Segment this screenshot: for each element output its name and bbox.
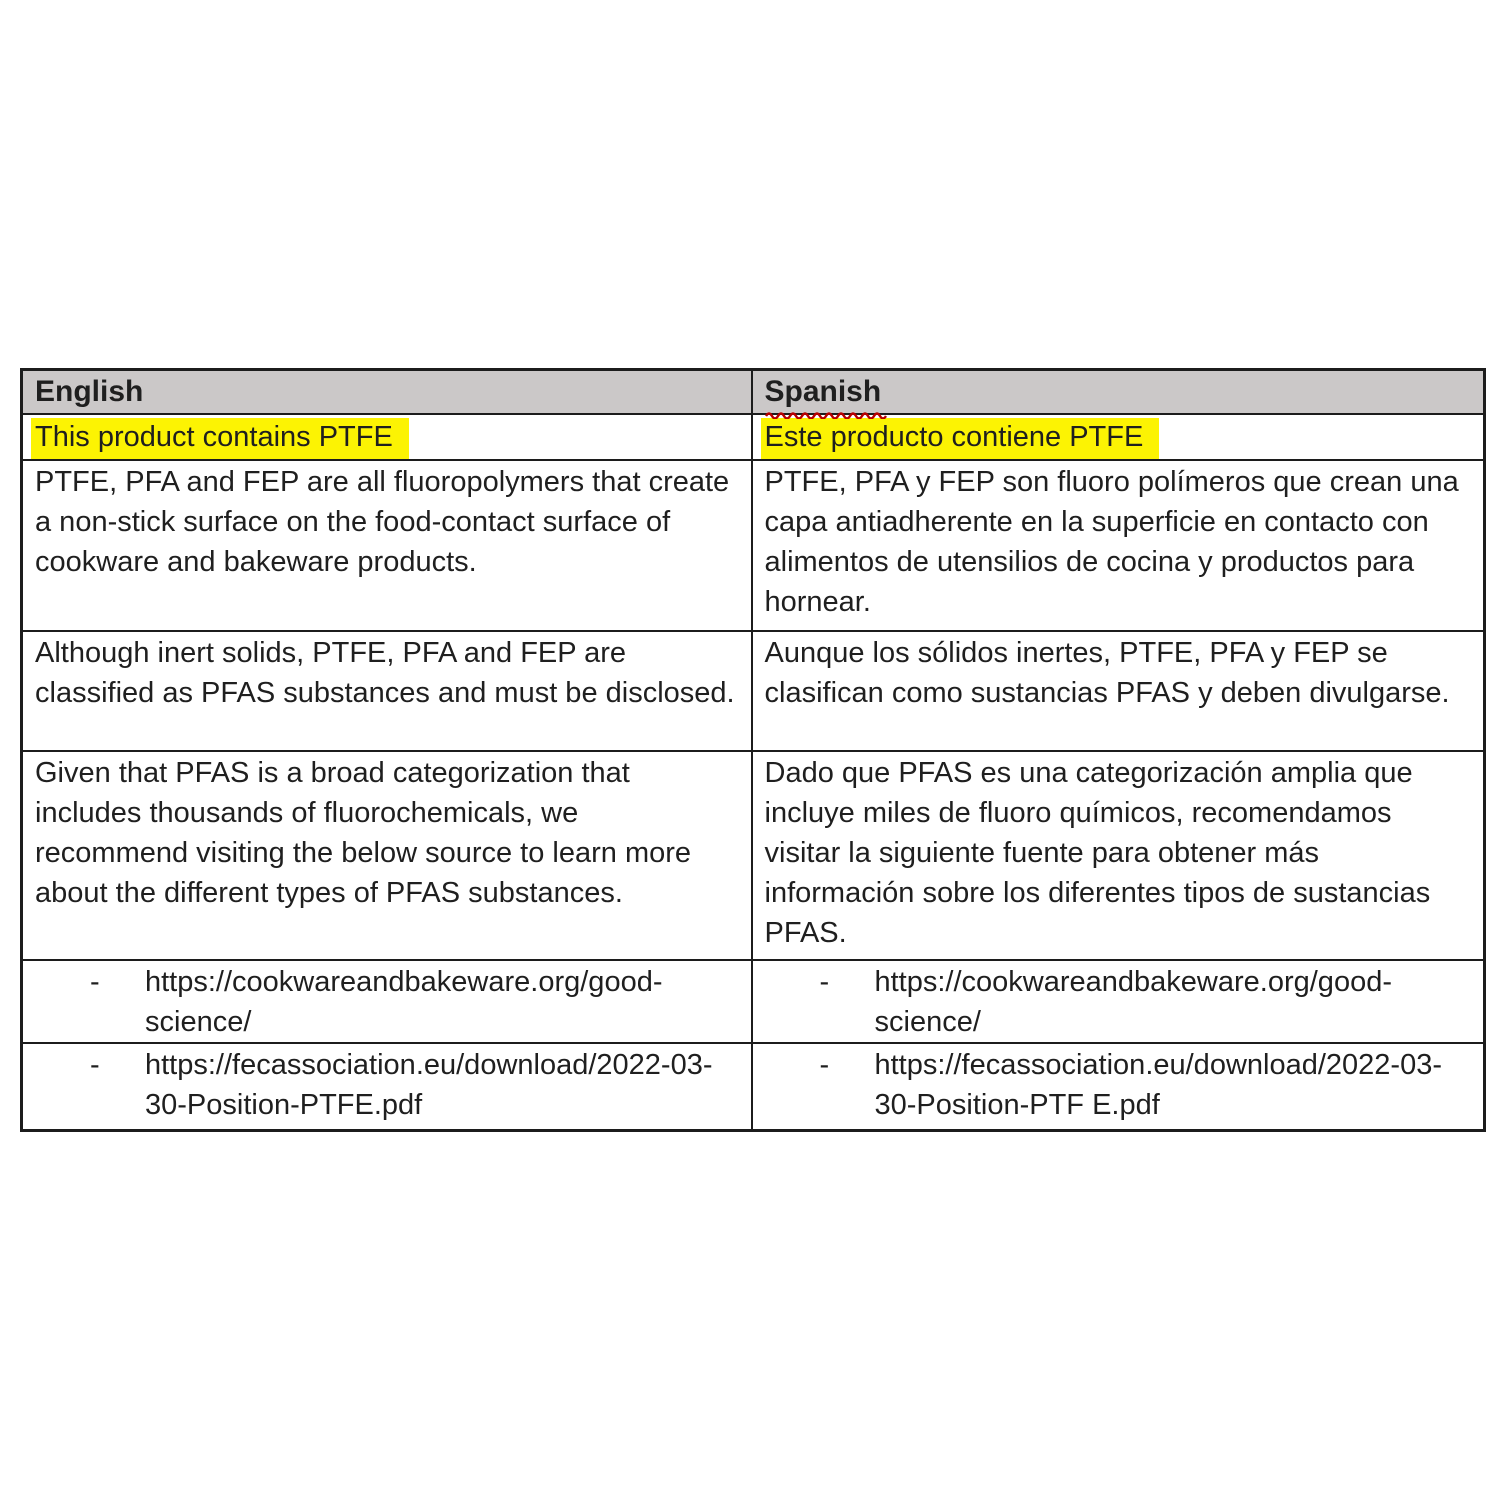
table-row	[22, 751, 1485, 960]
col-header-english	[22, 370, 752, 414]
highlighted-text: This product contains PTFE	[31, 418, 409, 459]
bullet-dash: -	[819, 1048, 830, 1081]
translation-table	[20, 368, 1486, 1132]
cell-en-row4: Given that PFAS is a broad categorization that includes thousands of fluorochemicals, we recommend visiting the below source to learn more about the different types of PFAS substances.	[22, 751, 752, 960]
cell-es-row1	[752, 414, 1485, 460]
col-header-spanish	[752, 370, 1485, 414]
bullet-item	[35, 1045, 737, 1125]
table-row	[22, 631, 1485, 751]
col-header-english-label: English	[35, 375, 144, 408]
table-row	[22, 1043, 1485, 1131]
url-text: https://cookwareandbakeware.org/good-science/	[874, 965, 1392, 1038]
cell-es-row5	[752, 960, 1485, 1043]
cell-en-row3: Although inert solids, PTFE, PFA and FEP are classified as PFAS substances and must be disclosed.	[22, 631, 752, 751]
url-text: https://fecassociation.eu/download/2022-03-30-Position-PTF E.pdf	[874, 1048, 1442, 1121]
cell-es-row3: Aunque los sólidos inertes, PTFE, PFA y FEP se clasifican como sustancias PFAS y deben divulgarse.	[752, 631, 1485, 751]
bullet-item	[765, 1045, 1470, 1125]
url-text: https://fecassociation.eu/download/2022-03-30-Position-PTFE.pdf	[145, 1048, 713, 1121]
bullet-dash: -	[819, 965, 830, 998]
cell-en-row6	[22, 1043, 752, 1131]
table-row	[22, 414, 1485, 460]
bullet-dash: -	[90, 965, 100, 998]
bullet-dash: -	[90, 1048, 100, 1081]
bullet-item	[35, 962, 737, 1042]
cell-en-row1	[22, 414, 752, 460]
cell-en-row5	[22, 960, 752, 1043]
col-header-spanish-label: Spanish	[764, 375, 882, 408]
cell-es-row6	[752, 1043, 1485, 1131]
table-row	[22, 460, 1485, 631]
table-row	[22, 960, 1485, 1043]
header-row	[22, 370, 1485, 414]
bullet-item	[765, 962, 1470, 1042]
cell-es-row2: PTFE, PFA y FEP son fluoro polímeros que crean una capa antiadherente en la superficie en contacto con alimentos de utensilios de cocina y productos para hornear.	[752, 460, 1485, 631]
url-text: https://cookwareandbakeware.org/good-science/	[145, 965, 663, 1038]
highlighted-text: Este producto contiene PTFE	[761, 418, 1160, 459]
cell-es-row4: Dado que PFAS es una categorización amplia que incluye miles de fluoro químicos, recomendamos visitar la siguiente fuente para obtener más información sobre los diferentes tipos de sustancias PFAS.	[752, 751, 1485, 960]
spellcheck-squiggle-icon	[765, 410, 887, 419]
cell-en-row2: PTFE, PFA and FEP are all fluoropolymers that create a non-stick surface on the food-contact surface of cookware and bakeware products.	[22, 460, 752, 631]
